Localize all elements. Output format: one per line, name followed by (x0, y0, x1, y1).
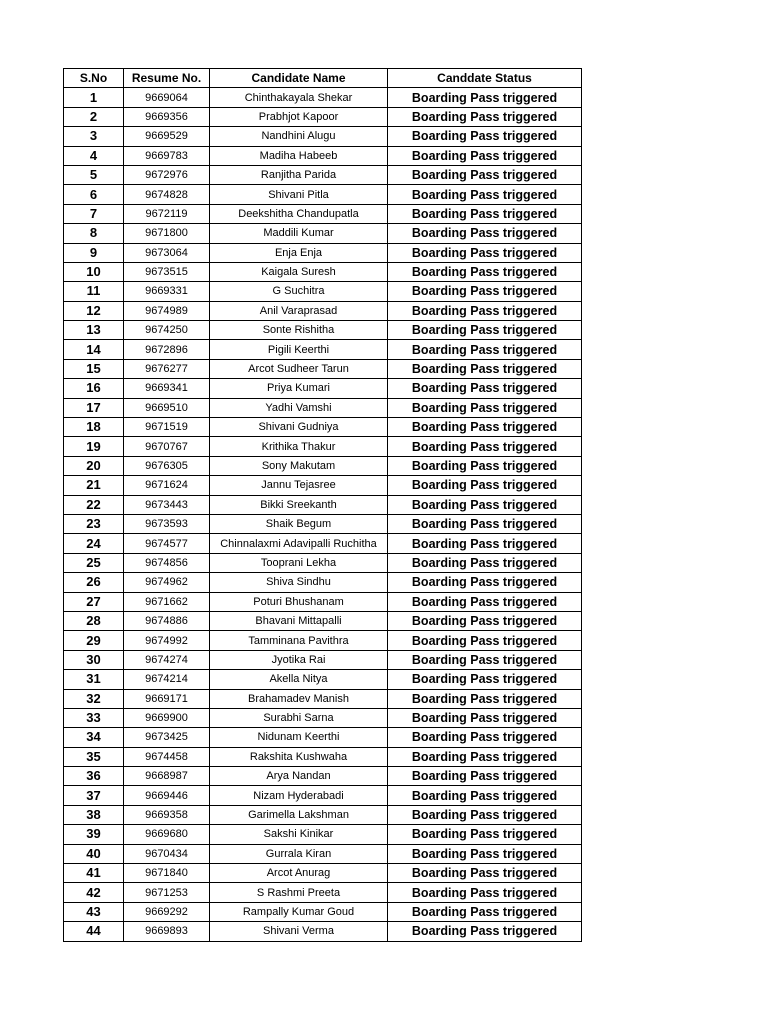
candidate-status-cell: Boarding Pass triggered (388, 844, 582, 863)
candidate-name-cell: Maddili Kumar (210, 224, 388, 243)
resume-number-cell: 9674828 (124, 185, 210, 204)
serial-number-cell: 34 (64, 728, 124, 747)
serial-number-cell: 44 (64, 922, 124, 941)
candidate-name-cell: Yadhi Vamshi (210, 398, 388, 417)
resume-number-cell: 9669893 (124, 922, 210, 941)
resume-number-cell: 9674577 (124, 534, 210, 553)
candidate-status-cell: Boarding Pass triggered (388, 728, 582, 747)
resume-number-cell: 9672976 (124, 165, 210, 184)
serial-number-cell: 42 (64, 883, 124, 902)
candidate-name-cell: Sony Makutam (210, 456, 388, 475)
serial-number-cell: 22 (64, 495, 124, 514)
candidate-name-cell: Ranjitha Parida (210, 165, 388, 184)
serial-number-cell: 38 (64, 805, 124, 824)
resume-number-cell: 9669292 (124, 902, 210, 921)
table-row (64, 340, 582, 359)
resume-number-cell: 9673593 (124, 514, 210, 533)
candidate-status-sheet (63, 68, 582, 942)
table-row (64, 476, 582, 495)
table-row (64, 107, 582, 126)
candidate-status-cell: Boarding Pass triggered (388, 418, 582, 437)
serial-number-cell: 15 (64, 359, 124, 378)
table-row (64, 883, 582, 902)
candidate-status-cell: Boarding Pass triggered (388, 786, 582, 805)
serial-number-cell: 43 (64, 902, 124, 921)
serial-number-cell: 16 (64, 379, 124, 398)
table-row (64, 534, 582, 553)
serial-number-cell: 30 (64, 650, 124, 669)
candidate-name-cell: Rakshita Kushwaha (210, 747, 388, 766)
table-row (64, 844, 582, 863)
candidate-status-cell: Boarding Pass triggered (388, 573, 582, 592)
serial-number-cell: 24 (64, 534, 124, 553)
resume-number-cell: 9669331 (124, 282, 210, 301)
table-row (64, 611, 582, 630)
candidate-name-cell: Gurrala Kiran (210, 844, 388, 863)
resume-number-cell: 9674989 (124, 301, 210, 320)
candidate-name-cell: Shiva Sindhu (210, 573, 388, 592)
serial-number-cell: 31 (64, 670, 124, 689)
serial-number-cell: 12 (64, 301, 124, 320)
candidate-status-cell: Boarding Pass triggered (388, 650, 582, 669)
candidate-status-cell: Boarding Pass triggered (388, 437, 582, 456)
candidate-status-cell: Boarding Pass triggered (388, 262, 582, 281)
table-row (64, 805, 582, 824)
table-header-row (64, 69, 582, 88)
table-row (64, 224, 582, 243)
table-row (64, 728, 582, 747)
candidate-name-cell: G Suchitra (210, 282, 388, 301)
header-candidate-name: Candidate Name (210, 69, 388, 88)
candidate-status-cell: Boarding Pass triggered (388, 592, 582, 611)
candidate-name-cell: Rampally Kumar Goud (210, 902, 388, 921)
candidate-name-cell: Tamminana Pavithra (210, 631, 388, 650)
serial-number-cell: 1 (64, 88, 124, 107)
serial-number-cell: 6 (64, 185, 124, 204)
resume-number-cell: 9669358 (124, 805, 210, 824)
table-row (64, 456, 582, 475)
table-row (64, 902, 582, 921)
serial-number-cell: 13 (64, 321, 124, 340)
resume-number-cell: 9671253 (124, 883, 210, 902)
candidate-status-cell: Boarding Pass triggered (388, 631, 582, 650)
candidate-status-cell: Boarding Pass triggered (388, 922, 582, 941)
candidate-status-cell: Boarding Pass triggered (388, 301, 582, 320)
candidate-name-cell: Shivani Pitla (210, 185, 388, 204)
serial-number-cell: 5 (64, 165, 124, 184)
candidate-status-cell: Boarding Pass triggered (388, 902, 582, 921)
resume-number-cell: 9669783 (124, 146, 210, 165)
candidate-status-cell: Boarding Pass triggered (388, 398, 582, 417)
candidate-name-cell: Shivani Verma (210, 922, 388, 941)
resume-number-cell: 9674250 (124, 321, 210, 340)
candidate-status-cell: Boarding Pass triggered (388, 185, 582, 204)
candidate-status-cell: Boarding Pass triggered (388, 534, 582, 553)
resume-number-cell: 9669529 (124, 127, 210, 146)
resume-number-cell: 9669510 (124, 398, 210, 417)
serial-number-cell: 21 (64, 476, 124, 495)
table-row (64, 243, 582, 262)
candidate-name-cell: Jannu Tejasree (210, 476, 388, 495)
resume-number-cell: 9674992 (124, 631, 210, 650)
resume-number-cell: 9669900 (124, 708, 210, 727)
resume-number-cell: 9668987 (124, 767, 210, 786)
candidate-name-cell: Krithika Thakur (210, 437, 388, 456)
candidate-name-cell: Sakshi Kinikar (210, 825, 388, 844)
resume-number-cell: 9671624 (124, 476, 210, 495)
resume-number-cell: 9669680 (124, 825, 210, 844)
candidate-status-cell: Boarding Pass triggered (388, 825, 582, 844)
serial-number-cell: 9 (64, 243, 124, 262)
candidate-status-table (63, 68, 582, 942)
serial-number-cell: 2 (64, 107, 124, 126)
candidate-name-cell: Brahamadev Manish (210, 689, 388, 708)
resume-number-cell: 9674962 (124, 573, 210, 592)
candidate-status-cell: Boarding Pass triggered (388, 553, 582, 572)
table-row (64, 786, 582, 805)
candidate-name-cell: Poturi Bhushanam (210, 592, 388, 611)
candidate-name-cell: Garimella Lakshman (210, 805, 388, 824)
candidate-name-cell: Anil Varaprasad (210, 301, 388, 320)
candidate-status-cell: Boarding Pass triggered (388, 243, 582, 262)
serial-number-cell: 40 (64, 844, 124, 863)
candidate-status-cell: Boarding Pass triggered (388, 107, 582, 126)
candidate-name-cell: Chinthakayala Shekar (210, 88, 388, 107)
resume-number-cell: 9669341 (124, 379, 210, 398)
resume-number-cell: 9673443 (124, 495, 210, 514)
candidate-status-cell: Boarding Pass triggered (388, 514, 582, 533)
resume-number-cell: 9672896 (124, 340, 210, 359)
serial-number-cell: 26 (64, 573, 124, 592)
table-row (64, 592, 582, 611)
serial-number-cell: 10 (64, 262, 124, 281)
candidate-name-cell: Nandhini Alugu (210, 127, 388, 146)
table-row (64, 418, 582, 437)
candidate-name-cell: Pigili Keerthi (210, 340, 388, 359)
serial-number-cell: 8 (64, 224, 124, 243)
serial-number-cell: 33 (64, 708, 124, 727)
candidate-status-cell: Boarding Pass triggered (388, 340, 582, 359)
table-row (64, 437, 582, 456)
serial-number-cell: 39 (64, 825, 124, 844)
table-row (64, 165, 582, 184)
serial-number-cell: 4 (64, 146, 124, 165)
candidate-name-cell: Kaigala Suresh (210, 262, 388, 281)
resume-number-cell: 9669446 (124, 786, 210, 805)
resume-number-cell: 9669356 (124, 107, 210, 126)
candidate-name-cell: Chinnalaxmi Adavipalli Ruchitha (210, 534, 388, 553)
resume-number-cell: 9674458 (124, 747, 210, 766)
table-row (64, 514, 582, 533)
resume-number-cell: 9671840 (124, 864, 210, 883)
table-row (64, 185, 582, 204)
table-row (64, 864, 582, 883)
resume-number-cell: 9670767 (124, 437, 210, 456)
resume-number-cell: 9669171 (124, 689, 210, 708)
table-row (64, 747, 582, 766)
resume-number-cell: 9673064 (124, 243, 210, 262)
candidate-status-cell: Boarding Pass triggered (388, 883, 582, 902)
candidate-name-cell: Akella Nitya (210, 670, 388, 689)
table-row (64, 631, 582, 650)
candidate-name-cell: Madiha Habeeb (210, 146, 388, 165)
candidate-status-cell: Boarding Pass triggered (388, 379, 582, 398)
table-row (64, 301, 582, 320)
table-row (64, 321, 582, 340)
table-row (64, 146, 582, 165)
serial-number-cell: 32 (64, 689, 124, 708)
resume-number-cell: 9673425 (124, 728, 210, 747)
candidate-status-cell: Boarding Pass triggered (388, 864, 582, 883)
table-row (64, 767, 582, 786)
header-serial-number: S.No (64, 69, 124, 88)
table-row (64, 689, 582, 708)
candidate-status-cell: Boarding Pass triggered (388, 805, 582, 824)
table-row (64, 262, 582, 281)
candidate-name-cell: Bikki Sreekanth (210, 495, 388, 514)
candidate-status-cell: Boarding Pass triggered (388, 359, 582, 378)
resume-number-cell: 9676305 (124, 456, 210, 475)
resume-number-cell: 9671800 (124, 224, 210, 243)
table-row (64, 495, 582, 514)
candidate-status-cell: Boarding Pass triggered (388, 321, 582, 340)
candidate-name-cell: Deekshitha Chandupatla (210, 204, 388, 223)
candidate-status-cell: Boarding Pass triggered (388, 146, 582, 165)
resume-number-cell: 9672119 (124, 204, 210, 223)
table-row (64, 650, 582, 669)
candidate-name-cell: Shivani Gudniya (210, 418, 388, 437)
candidate-name-cell: Surabhi Sarna (210, 708, 388, 727)
candidate-status-cell: Boarding Pass triggered (388, 495, 582, 514)
resume-number-cell: 9671519 (124, 418, 210, 437)
candidate-name-cell: Prabhjot Kapoor (210, 107, 388, 126)
resume-number-cell: 9669064 (124, 88, 210, 107)
candidate-name-cell: Sonte Rishitha (210, 321, 388, 340)
table-row (64, 922, 582, 941)
serial-number-cell: 25 (64, 553, 124, 572)
table-row (64, 359, 582, 378)
candidate-name-cell: Priya Kumari (210, 379, 388, 398)
table-row (64, 88, 582, 107)
candidate-name-cell: Jyotika Rai (210, 650, 388, 669)
serial-number-cell: 29 (64, 631, 124, 650)
table-row (64, 708, 582, 727)
candidate-name-cell: Bhavani Mittapalli (210, 611, 388, 630)
serial-number-cell: 18 (64, 418, 124, 437)
candidate-name-cell: Arcot Anurag (210, 864, 388, 883)
table-row (64, 204, 582, 223)
candidate-name-cell: Arya Nandan (210, 767, 388, 786)
table-row (64, 825, 582, 844)
candidate-status-cell: Boarding Pass triggered (388, 689, 582, 708)
serial-number-cell: 14 (64, 340, 124, 359)
candidate-status-cell: Boarding Pass triggered (388, 224, 582, 243)
candidate-name-cell: Shaik Begum (210, 514, 388, 533)
serial-number-cell: 37 (64, 786, 124, 805)
serial-number-cell: 20 (64, 456, 124, 475)
serial-number-cell: 36 (64, 767, 124, 786)
candidate-name-cell: Enja Enja (210, 243, 388, 262)
candidate-name-cell: S Rashmi Preeta (210, 883, 388, 902)
serial-number-cell: 19 (64, 437, 124, 456)
table-row (64, 127, 582, 146)
resume-number-cell: 9674856 (124, 553, 210, 572)
serial-number-cell: 11 (64, 282, 124, 301)
header-candidate-status: Canddate Status (388, 69, 582, 88)
resume-number-cell: 9673515 (124, 262, 210, 281)
serial-number-cell: 3 (64, 127, 124, 146)
serial-number-cell: 35 (64, 747, 124, 766)
table-row (64, 670, 582, 689)
serial-number-cell: 7 (64, 204, 124, 223)
candidate-status-cell: Boarding Pass triggered (388, 88, 582, 107)
candidate-status-cell: Boarding Pass triggered (388, 127, 582, 146)
candidate-status-cell: Boarding Pass triggered (388, 747, 582, 766)
resume-number-cell: 9674886 (124, 611, 210, 630)
table-row (64, 282, 582, 301)
candidate-name-cell: Nidunam Keerthi (210, 728, 388, 747)
header-resume-number: Resume No. (124, 69, 210, 88)
resume-number-cell: 9674214 (124, 670, 210, 689)
serial-number-cell: 17 (64, 398, 124, 417)
candidate-status-cell: Boarding Pass triggered (388, 611, 582, 630)
resume-number-cell: 9676277 (124, 359, 210, 378)
table-row (64, 379, 582, 398)
candidate-name-cell: Arcot Sudheer Tarun (210, 359, 388, 378)
resume-number-cell: 9674274 (124, 650, 210, 669)
serial-number-cell: 23 (64, 514, 124, 533)
table-row (64, 573, 582, 592)
candidate-status-cell: Boarding Pass triggered (388, 670, 582, 689)
candidate-status-cell: Boarding Pass triggered (388, 165, 582, 184)
serial-number-cell: 27 (64, 592, 124, 611)
serial-number-cell: 41 (64, 864, 124, 883)
candidate-status-cell: Boarding Pass triggered (388, 708, 582, 727)
serial-number-cell: 28 (64, 611, 124, 630)
resume-number-cell: 9671662 (124, 592, 210, 611)
candidate-status-cell: Boarding Pass triggered (388, 476, 582, 495)
candidate-name-cell: Nizam Hyderabadi (210, 786, 388, 805)
candidate-status-cell: Boarding Pass triggered (388, 767, 582, 786)
candidate-status-cell: Boarding Pass triggered (388, 204, 582, 223)
candidate-name-cell: Tooprani Lekha (210, 553, 388, 572)
table-body (64, 88, 582, 941)
table-row (64, 398, 582, 417)
candidate-status-cell: Boarding Pass triggered (388, 282, 582, 301)
candidate-status-cell: Boarding Pass triggered (388, 456, 582, 475)
table-row (64, 553, 582, 572)
resume-number-cell: 9670434 (124, 844, 210, 863)
